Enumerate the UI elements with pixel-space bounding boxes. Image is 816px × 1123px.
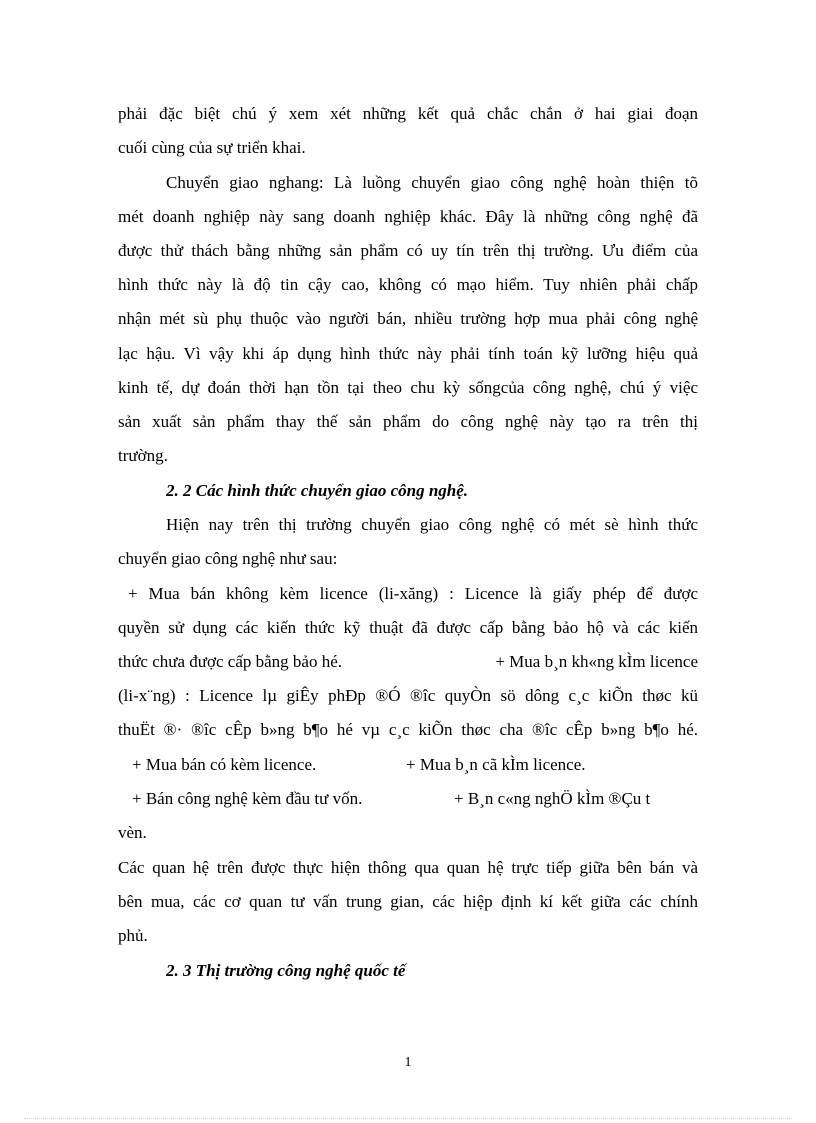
section-heading: 2. 3 Thị trường công nghệ quốc tế — [166, 961, 406, 980]
text-line: nhận mét sù phụ thuộc vào người bán, nhiều trường hợp mua phải công nghệ — [118, 309, 698, 328]
list-item — [132, 788, 698, 810]
list-item — [132, 754, 612, 776]
text-fragment: + B¸n c«ng nghÖ kÌm ®Çu t — [454, 789, 651, 808]
text-line: được thử thách bằng những sản phẩm có uy tín trên thị trường. Ưu điểm của — [118, 241, 698, 260]
text-line — [118, 651, 698, 673]
page-divider — [24, 1118, 792, 1119]
text-line: bên mua, các cơ quan tư vấn trung gian, các hiệp định kí kết giữa các chính — [118, 892, 698, 911]
page-number: 1 — [404, 1055, 412, 1070]
text-line: Chuyển giao nghang: Là luồng chuyển giao công nghệ hoàn thiện tõ — [166, 173, 698, 192]
text-line: thuËt ®· ®îc cÊp b»ng b¶o hé vµ c¸c kiÕn thøc cha ®îc cÊp b»ng b¶o hé. — [118, 720, 698, 739]
text-line: cuối cùng của sự triển khai. — [118, 138, 306, 157]
text-line: vèn. — [118, 823, 147, 842]
text-line: phủ. — [118, 926, 148, 945]
text-fragment: + Mua b¸n cã kÌm licence. — [406, 755, 586, 774]
text-line: trường. — [118, 446, 168, 465]
text-line: hình thức này là độ tin cậy cao, không có mạo hiểm. Tuy nhiên phải chấp — [118, 275, 698, 294]
text-fragment: + Mua bán có kèm licence. — [132, 755, 317, 774]
text-line: Các quan hệ trên được thực hiện thông qua quan hệ trực tiếp giữa bên bán và — [118, 858, 698, 877]
text-line: chuyển giao công nghệ như sau: — [118, 549, 338, 568]
text-fragment: thức chưa được cấp bằng bảo hé. — [118, 652, 343, 671]
text-line: kinh tế, dự đoán thời hạn tồn tại theo chu kỳ sốngcủa công nghệ, chú ý việc — [118, 378, 698, 397]
text-fragment: + Bán công nghệ kèm đầu tư vốn. — [132, 789, 363, 808]
list-item: + Mua bán không kèm licence (li-xăng) : Licence là giấy phép để được — [128, 584, 698, 603]
text-line: lạc hậu. Vì vậy khi áp dụng hình thức này phải tính toán kỹ lưỡng hiệu quả — [118, 344, 698, 363]
text-fragment: + Mua b¸n kh«ng kÌm licence — [495, 652, 698, 671]
text-line: phải đặc biệt chú ý xem xét những kết quả chắc chắn ở hai giai đoạn — [118, 104, 698, 123]
text-line: (li-x¨ng) : Licence lµ giÊy phÐp ®Ó ®îc quyÒn sö dông c¸c kiÕn thøc kü — [118, 686, 698, 705]
text-line: Hiện nay trên thị trường chuyển giao công nghệ có mét sè hình thức — [166, 515, 698, 534]
text-line: sản xuất sản phẩm thay thế sản phẩm do công nghệ này tạo ra trên thị — [118, 412, 698, 431]
section-heading: 2. 2 Các hình thức chuyển giao công nghệ. — [166, 481, 469, 500]
text-line: quyền sử dụng các kiến thức kỹ thuật đã được cấp bằng bảo hộ và các kiến — [118, 618, 698, 637]
text-line: mét doanh nghiệp này sang doanh nghiệp khác. Đây là những công nghệ đã — [118, 207, 698, 226]
